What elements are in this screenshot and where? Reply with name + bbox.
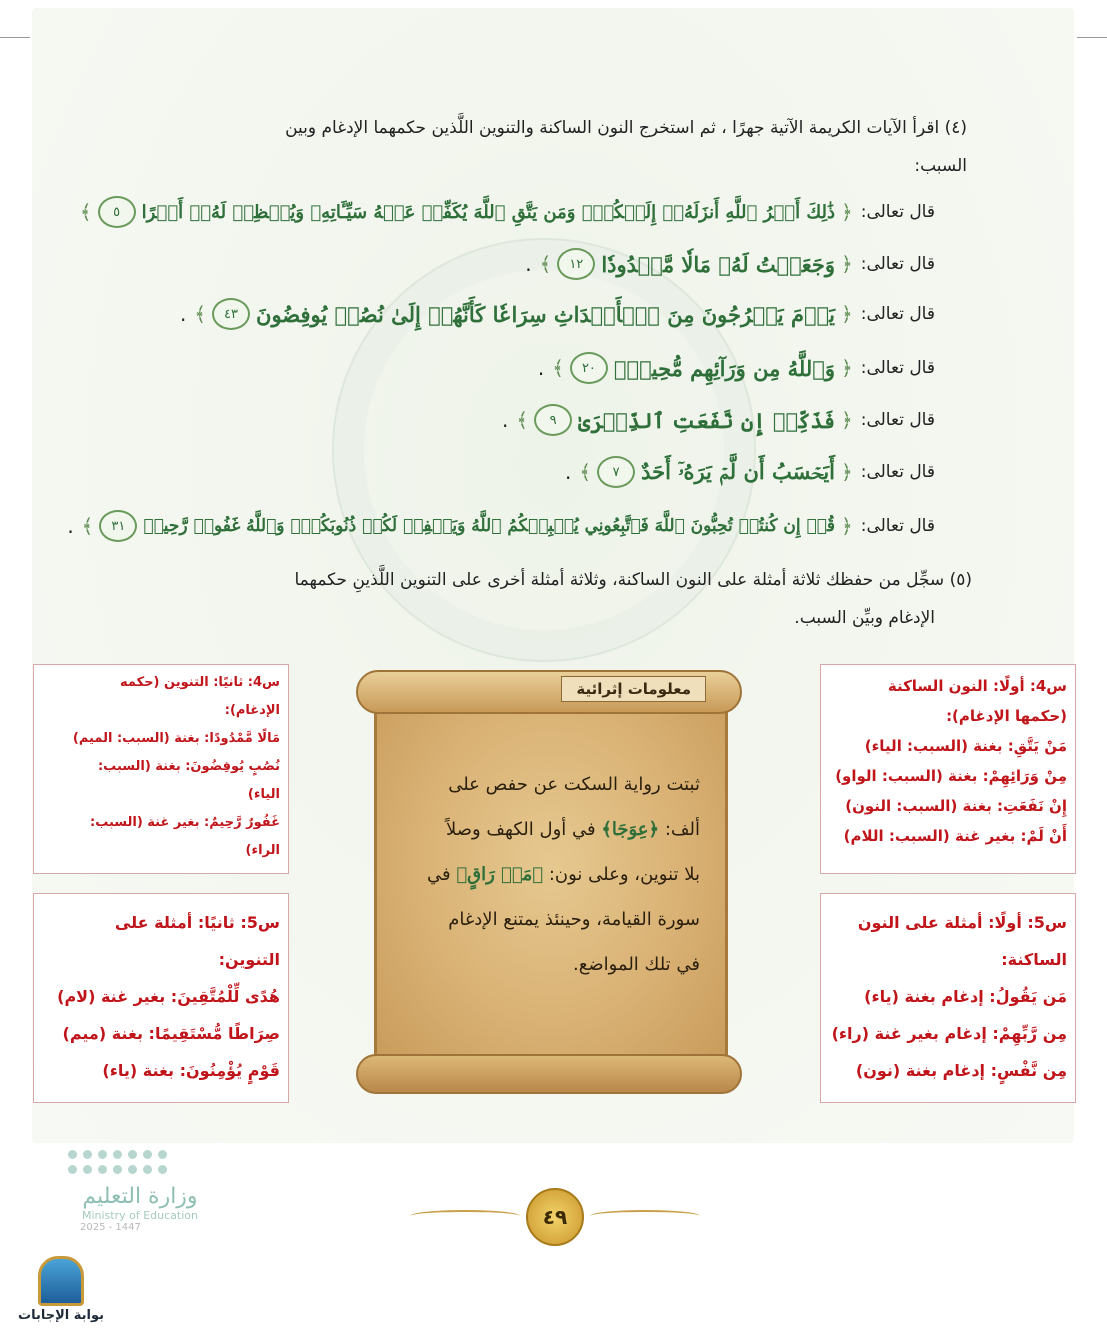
ayah-end-mark: . [525, 252, 532, 276]
qala-label: قال تعالى: [860, 254, 935, 274]
qala-label: قال تعالى: [860, 304, 935, 324]
scroll-text [396, 762, 700, 987]
ayah-end-mark: . [67, 514, 74, 538]
ministry-year: 2025 - 1447 [80, 1222, 141, 1233]
scroll-text-part: في أول الكهف وصلاً [445, 819, 596, 840]
scroll-bottom-roll [356, 1054, 742, 1094]
ministry-name-en: Ministry of Education [81, 1209, 198, 1222]
quran-bracket-open-icon: ﴿ [841, 200, 853, 224]
answer-line: التنوين: [218, 950, 280, 969]
ayah-number: ٢٠ [570, 352, 608, 384]
portal-icon [38, 1256, 84, 1306]
quran-word: ﴿مَنۡ رَاقٍ﴾ [456, 864, 544, 885]
answer-line: إِنْ نَفَعَتِ: بغنة (السبب: النون) [845, 797, 1067, 815]
answer-line: س4: ثانيًا: التنوين (حكمه [120, 675, 280, 690]
answer-line: س4: أولًا: النون الساكنة [887, 677, 1067, 695]
quran-bracket-close-icon: ﴾ [552, 356, 564, 380]
answer-line: مَالًا مَّمْدُودًا: بغنة (السبب: الميم) [72, 731, 280, 746]
ayah-text: وَٱللَّهُ مِن وَرَآئِهِم مُّحِيطُۢ [613, 355, 836, 381]
question-4-line-1: (٤) اقرأ الآيات الكريمة الآتية جهرًا ، ثم استخرج النون الساكنة والتنوين اللَّذين حكمهما الإدغام وبين [285, 118, 967, 138]
ayah-text: أَيَحۡسَبُ أَن لَّمۡ يَرَهُۥٓ أَحَدٌ [641, 459, 836, 484]
answer-line: س5: ثانيًا: أمثلة على [114, 913, 280, 932]
quran-bracket-close-icon: ﴾ [79, 200, 92, 224]
answer-box-s5-tanween [33, 893, 289, 1103]
page-number-ornament-left [410, 1210, 520, 1222]
ayah [540, 248, 853, 280]
answer-box-s5-noon [820, 893, 1076, 1103]
answer-line: صِرَاطًا مُّسْتَقِيمًا: بغنة (ميم) [62, 1024, 280, 1043]
page-number-ornament-right [590, 1210, 700, 1222]
page-number: ٤٩ [526, 1188, 584, 1246]
answer-line: الراء) [245, 843, 280, 858]
answer-line: س5: أولًا: أمثلة على النون [857, 913, 1067, 932]
qala-label: قال تعالى: [860, 358, 935, 378]
scroll-line: في تلك المواضع. [573, 954, 700, 975]
crop-mark [0, 37, 30, 38]
ayah-end-mark: . [179, 302, 187, 326]
ayah-row [525, 242, 935, 286]
ayah-number: ٧ [597, 456, 635, 488]
answer-line: الياء) [247, 787, 280, 802]
ayah-row [67, 504, 935, 548]
ayah-row [72, 190, 935, 234]
ministry-name-ar: وزارة التعليم [82, 1184, 198, 1209]
scroll-line: ثبتت رواية السكت عن حفص على [448, 774, 700, 795]
question-4-line-2: السبب: [914, 156, 967, 176]
scroll-text-part: في [426, 864, 451, 885]
ayah-row [538, 346, 935, 390]
quran-bracket-close-icon: ﴾ [539, 252, 552, 276]
scroll-line: سورة القيامة، وحينئذ يمتنع الإدغام [448, 909, 700, 930]
ayah-number: ٣١ [99, 510, 137, 542]
ayah [82, 510, 853, 542]
scroll-text-part: ألف: [664, 819, 700, 840]
ayah [579, 456, 852, 488]
ayah-end-mark: . [564, 460, 572, 484]
quran-bracket-open-icon: ﴿ [841, 514, 853, 538]
ministry-logo-dots [68, 1150, 220, 1174]
answer-line: مِن نَّفْسٍ: إدغام بغنة (نون) [855, 1061, 1067, 1080]
answer-line: الإدغام): [224, 703, 280, 718]
answer-line: (حكمها الإدغام): [946, 707, 1067, 725]
question-5-line-2: الإدغام وبيِّن السبب. [794, 608, 935, 628]
answer-line: هُدًى لِّلْمُتَّقِينَ: بغير غنة (لام) [57, 987, 280, 1006]
quran-bracket-open-icon: ﴿ [841, 460, 853, 484]
crop-mark [1077, 37, 1107, 38]
answer-line: مِن رَّبِّهِمْ: إدغام بغير غنة (راء) [831, 1024, 1067, 1043]
ayah [552, 352, 853, 384]
answer-box-s4-noon [820, 664, 1076, 874]
ayah-text: وَجَعَلۡتُ لَهُۥ مَالٗا مَّمۡدُودٗا [601, 251, 836, 277]
quran-bracket-close-icon: ﴾ [81, 514, 94, 538]
ayah-text: ذَٰلِكَ أَمۡرُ ٱللَّهِ أَنزَلَهُۥٓ إِلَيۡكُمۡۚ وَمَن يَتَّقِ ٱللَّهَ يُكَفِّرۡ عَنۡهُ سَيِّـَٔاتِهِۦ وَيُعۡظِمۡ لَهُۥٓ أَجۡرًا [141, 201, 836, 223]
quran-bracket-open-icon: ﴿ [841, 302, 853, 326]
answer-line: مَن يَقُولُ: إدغام بغنة (ياء) [864, 987, 1067, 1006]
quran-bracket-open-icon: ﴿ [841, 356, 853, 380]
enrichment-scroll [356, 662, 742, 1102]
answer-box-s4-tanween [33, 664, 289, 874]
qala-label: قال تعالى: [860, 462, 935, 482]
question-5-line-1: (٥) سجِّل من حفظك ثلاثة أمثلة على النون الساكنة، وثلاثة أمثلة أخرى على التنوين اللَّذينِ حكمهما [294, 570, 972, 590]
qala-label: قال تعالى: [860, 516, 935, 536]
ayah-number: ٤٣ [212, 298, 250, 330]
ayah-text: فَذَكِّرۡ إِن نَّفَعَتِ ٱلذِّكۡرَىٰ [578, 407, 836, 433]
ayah-text: قُلۡ إِن كُنتُمۡ تُحِبُّونَ ٱللَّهَ فَٱتَّبِعُونِي يُحۡبِبۡكُمُ ٱللَّهُ وَيَغۡفِرۡ لَكُمۡ ذُنُوبَكُمۡۚ وَٱللَّهُ غَفُورٞ رَّحِيمٞ [143, 516, 836, 536]
ayah-row [180, 292, 935, 336]
ayah-number: ٩ [534, 404, 572, 436]
ayah [80, 196, 853, 228]
qala-label: قال تعالى: [860, 410, 935, 430]
quran-bracket-close-icon: ﴾ [579, 460, 592, 484]
answer-line: غَفُورٌ رَّحِيمٌ: بغير غنة (السبب: [90, 815, 280, 830]
scroll-line [396, 852, 700, 897]
ministry-logo [60, 1150, 220, 1233]
scroll-line [396, 807, 700, 852]
portal-label: بوابة الإجابات [18, 1308, 104, 1323]
ayah-number: ١٢ [557, 248, 595, 280]
quran-bracket-open-icon: ﴿ [841, 408, 853, 432]
answer-line: مَنْ يَتَّقِ: بغنة (السبب: الياء) [864, 737, 1067, 755]
answer-line: مِنْ وَرَائِهِمْ: بغنة (السبب: الواو) [835, 767, 1067, 785]
ayah [194, 298, 852, 330]
quran-word: ﴿عِوَجَا﴾ [601, 819, 660, 840]
ayah-text: يَوۡمَ يَخۡرُجُونَ مِنَ ٱلۡأَجۡدَاثِ سِرَاعٗا كَأَنَّهُمۡ إِلَىٰ نُصُبٖ يُوفِضُونَ [256, 301, 836, 327]
quran-bracket-close-icon: ﴾ [194, 302, 207, 326]
qala-label: قال تعالى: [860, 202, 935, 222]
quran-bracket-open-icon: ﴿ [841, 252, 853, 276]
answer-line: الساكنة: [1001, 950, 1067, 969]
ayah-row [565, 450, 935, 494]
ayah-row [502, 398, 935, 442]
quran-bracket-close-icon: ﴾ [516, 408, 529, 432]
ayah-end-mark: . [502, 408, 509, 432]
scroll-title: معلومات إثرائية [561, 676, 706, 702]
answer-line: قَوْمٍ يُؤْمِنُونَ: بغنة (ياء) [102, 1061, 280, 1080]
answers-portal-logo [6, 1256, 116, 1323]
ayah [516, 404, 852, 436]
answer-line: أَنْ لَمْ: بغير غنة (السبب: اللام) [843, 827, 1067, 845]
scroll-text-part: بلا تنوين، وعلى نون: [548, 864, 700, 885]
ayah-end-mark: . [537, 356, 545, 380]
answer-line: نُصُبٍ يُوفِضُونَ: بغنة (السبب: [97, 759, 280, 774]
ayah-number: ٥ [98, 196, 136, 228]
